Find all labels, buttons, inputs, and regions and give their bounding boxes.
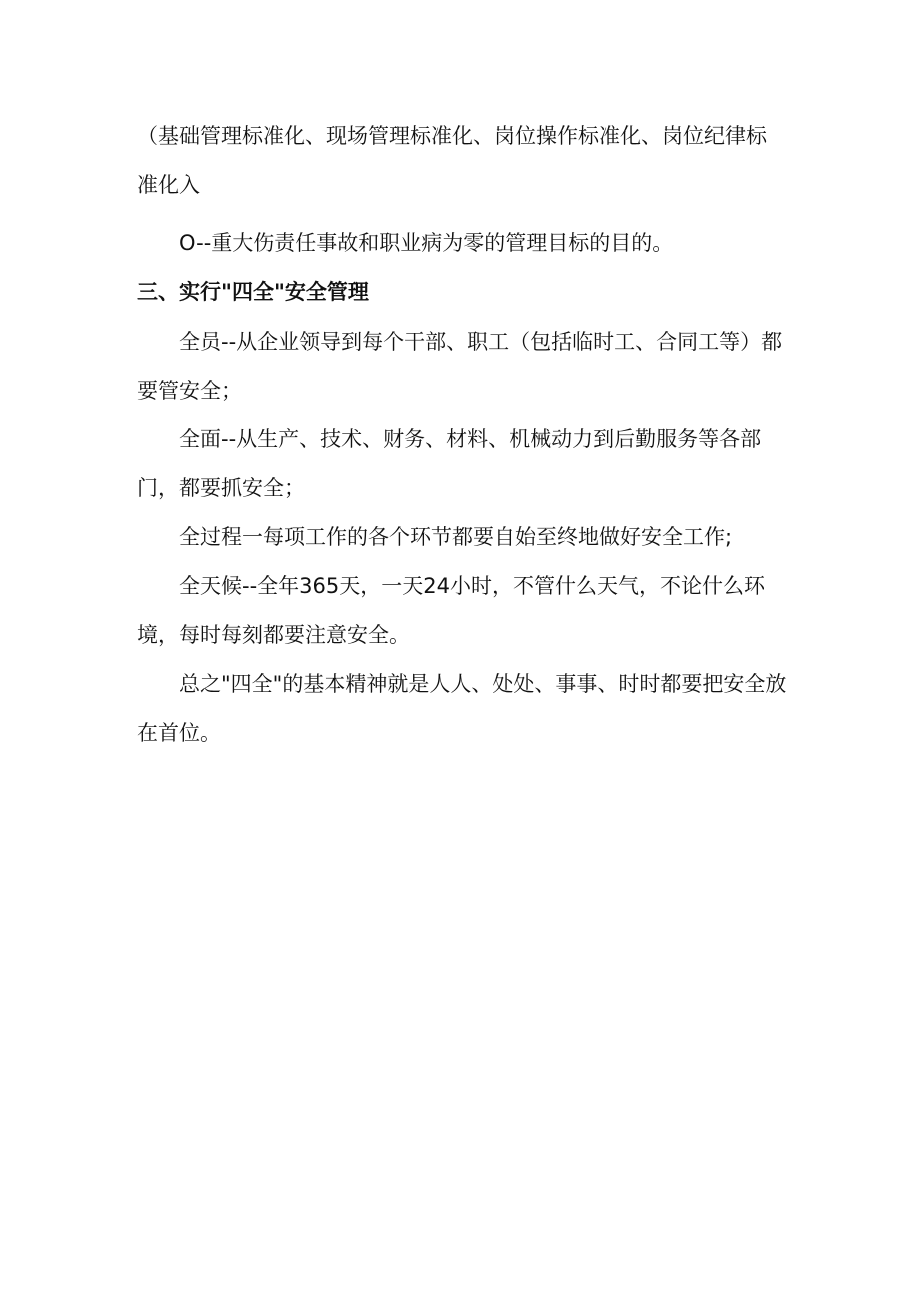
paragraph-summary: 总之"四全"的基本精神就是人人、处处、事事、时时都要把安全放在首位。 <box>137 672 787 745</box>
paragraph-whole-process: 全过程一每项工作的各个环节都要自始至终地做好安全工作; <box>179 525 733 549</box>
paragraph-all-weather: 全天候--全年365天，一天24小时，不管什么天气，不论什么环境，每时每刻都要注意安全。 <box>137 574 765 647</box>
section-heading: 三、实行"四全"安全管理 <box>137 280 369 304</box>
paragraph-all-aspects: 全面--从生产、技术、财务、材料、机械动力到后勤服务等各部门，都要抓安全； <box>137 427 762 500</box>
paragraph-all-staff: 全员--从企业领导到每个干部、职工（包括临时工、合同工等）都要管安全； <box>137 330 783 403</box>
paragraph-standardization: （基础管理标准化、现场管理标准化、岗位操作标准化、岗位纪律标准化入 <box>137 124 767 197</box>
paragraph-zero-target: O--重大伤责任事故和职业病为零的管理目标的目的。 <box>179 231 674 255</box>
